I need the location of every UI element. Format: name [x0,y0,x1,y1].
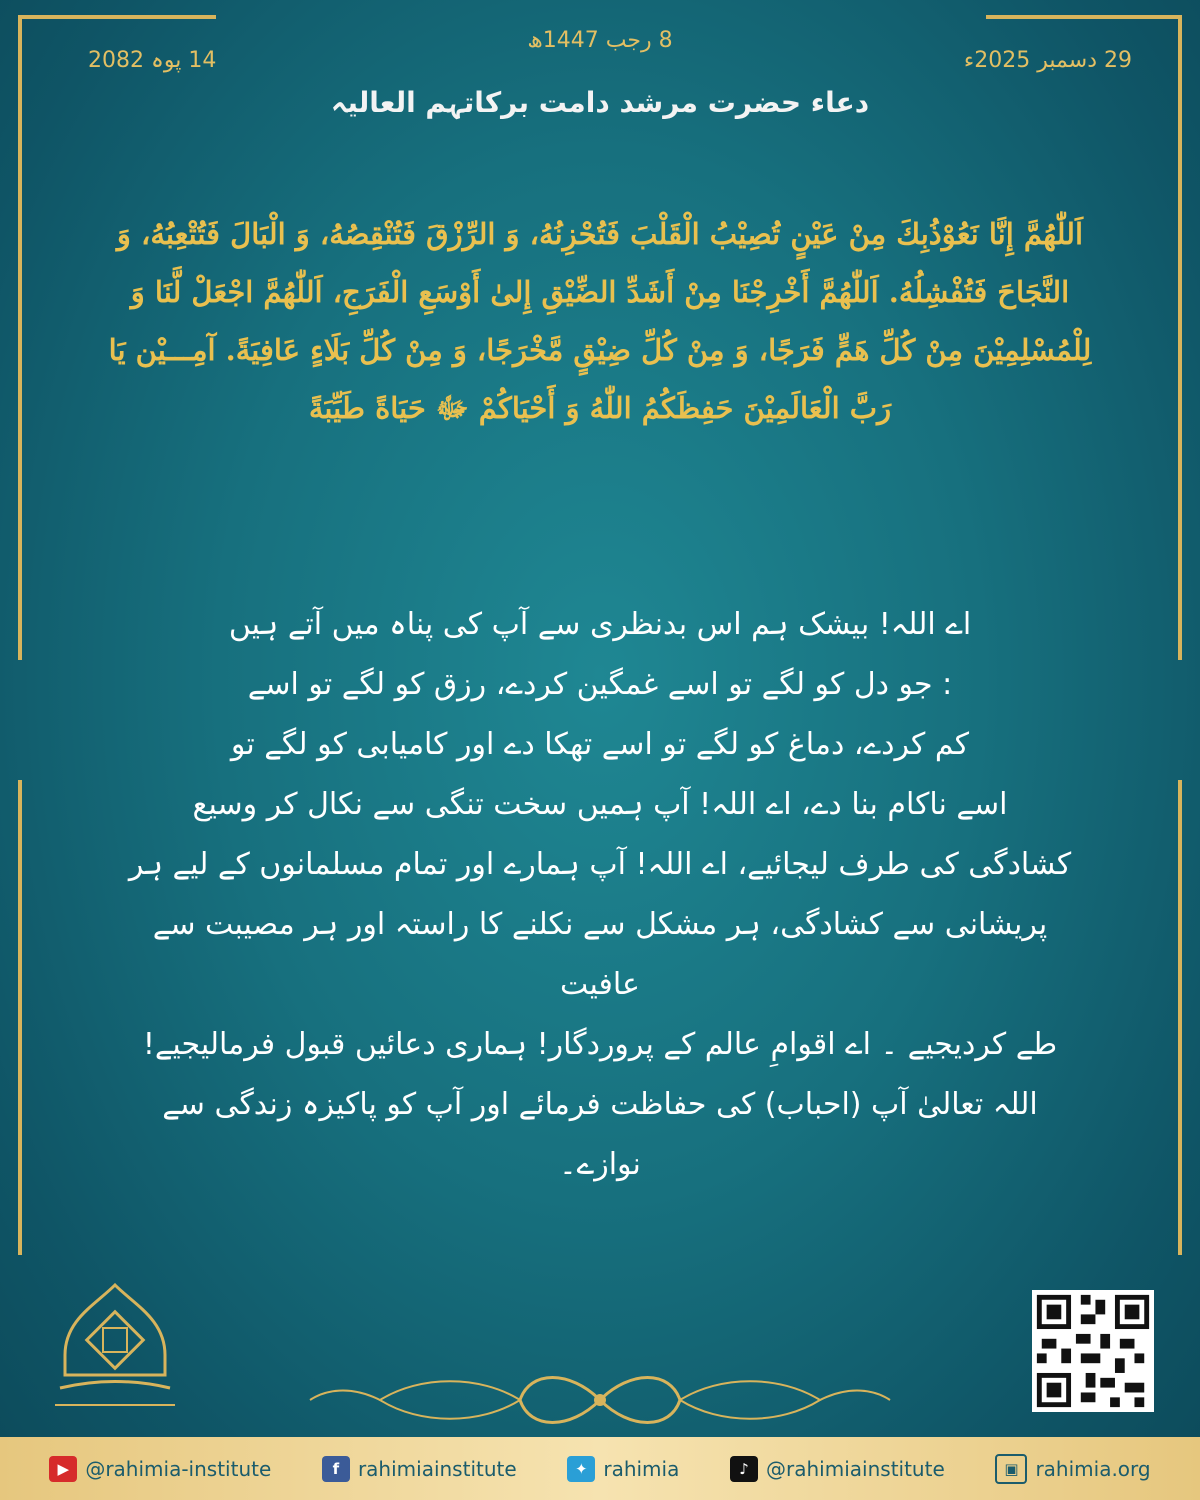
rahimia-logo-icon [40,1280,190,1420]
facebook-link[interactable] [322,1456,517,1482]
frame-left-lower [18,780,22,1255]
hijri-date: 8 رجب 1447ھ [527,28,673,53]
facebook-icon: f [322,1456,350,1482]
bikrami-date: 14 پوہ 2082 [88,48,217,73]
social-footer [0,1437,1200,1500]
tiktok-icon: ♪ [730,1456,758,1482]
frame-right-lower [1178,780,1182,1255]
ornament-divider-icon [300,1365,900,1435]
website-logo-icon: ▣ [995,1454,1027,1484]
urdu-line: اے اللہ! بیشک ہم اس بدنظری سے آپ کی پناہ میں آتے ہیں [228,607,972,642]
urdu-line: کم کردے، دماغ کو لگے تو اسے تھکا دے اور کامیابی کو لگے تو [230,727,970,762]
website-link[interactable] [995,1454,1150,1484]
urdu-line: اسے ناکام بنا دے، اے اللہ! آپ ہمیں سخت تنگی سے نکال کر وسیع [192,787,1008,822]
tiktok-handle: @rahimiainstitute [766,1456,945,1481]
urdu-line: : جو دل کو لگے تو اسے غمگین کردے، رزق کو لگے تو اسے [247,667,953,702]
arabic-dua-text: اَللّٰهُمَّ إِنَّا نَعُوْذُبِكَ مِنْ عَيْنٍ تُصِيْبُ الْقَلْبَ فَتُحْزِنُهُ، وَ الرِّزْقَ فَتُنْقِصُهُ، وَ الْبَالَ فَتُتْعِبُهُ، وَ النَّجَاحَ فَتُفْشِلُهُ. اَللّٰهُمَّ أَخْرِجْنَا مِنْ أَشَدِّ الضِّيْقِ إِلىٰ أَوْسَعِ الْفَرَجِ، اَللّٰهُمَّ اجْعَلْ لَّنَا وَ لِلْمُسْلِمِيْنَ مِنْ كُلِّ هَمٍّ فَرَجًا، وَ مِنْ كُلِّ ضِيْقٍ مَّخْرَجًا، وَ مِنْ كُلِّ بَلَاءٍ عَافِيَةً. آمِـــيْن يَا رَبَّ الْعَالَمِيْنَ حَفِظَكُمُ اللّٰهُ وَ أَحْيَاكُمْ ﷻ حَيَاةً طَيِّبَةً [108,217,1092,425]
urdu-line: اللہ تعالیٰ آپ (احباب) کی حفاظت فرمائے اور آپ کو پاکیزہ زندگی سے نوازے۔ [162,1087,1038,1182]
urdu-line: طے کردیجیے ۔ اے اقوامِ عالم کے پروردگار! ہماری دعائیں قبول فرمالیجیے! [142,1027,1058,1062]
qr-code-icon[interactable] [1032,1290,1154,1412]
twitter-link[interactable] [567,1456,679,1482]
website-url: rahimia.org [1035,1456,1151,1481]
youtube-handle: @rahimia-institute [85,1456,272,1481]
twitter-handle: rahimia [603,1456,680,1481]
twitter-icon: ✦ [567,1456,595,1482]
page-title: دعاء حضرت مرشد دامت برکاتہم العالیہ [330,86,870,119]
facebook-handle: rahimiainstitute [357,1456,517,1481]
urdu-line: کشادگی کی طرف لیجائیے، اے اللہ! آپ ہمارے اور تمام مسلمانوں کے لیے ہر [128,847,1072,882]
youtube-link[interactable] [49,1456,271,1482]
tiktok-link[interactable] [730,1456,945,1482]
youtube-icon: ▶ [49,1456,77,1482]
urdu-translation [120,595,1080,1195]
frame-top-left [18,15,216,19]
frame-top-right [986,15,1182,19]
urdu-line: پریشانی سے کشادگی، ہر مشکل سے نکلنے کا راستہ اور ہر مصیبت سے عافیت [152,907,1048,1002]
gregorian-date: 29 دسمبر 2025ء [963,48,1132,73]
